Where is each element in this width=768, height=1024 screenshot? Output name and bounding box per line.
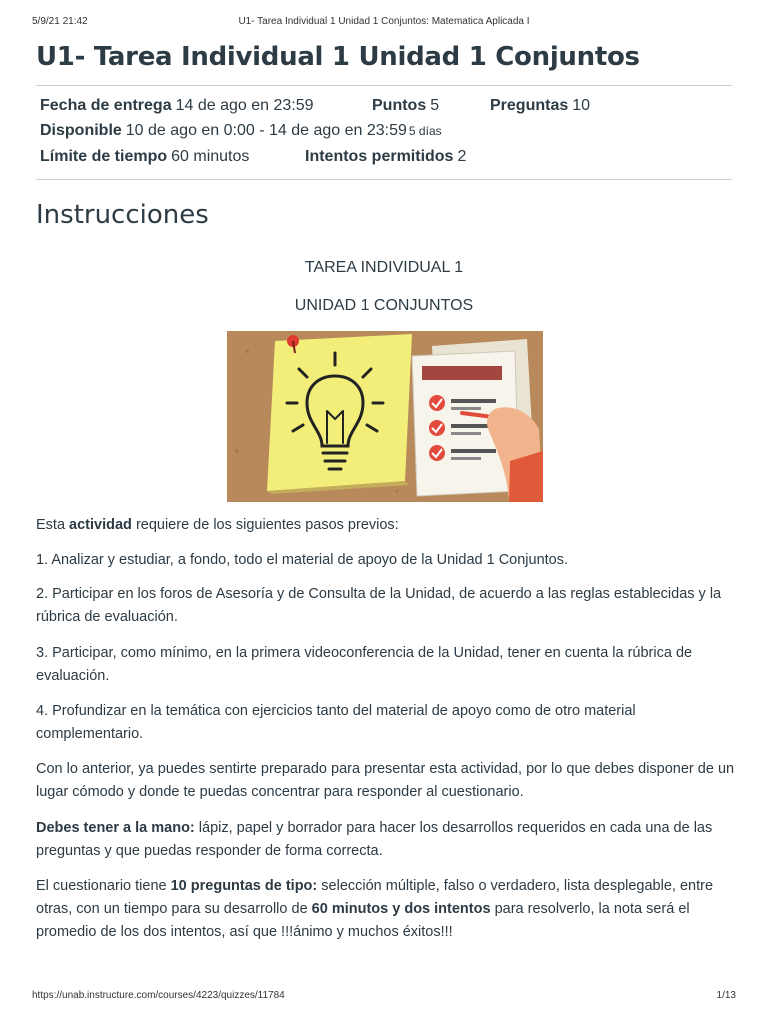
checklist-header — [422, 366, 502, 380]
puntos-value: 5 — [430, 97, 440, 114]
page-number: 1/13 — [716, 990, 736, 1001]
page-title: U1- Tarea Individual 1 Unidad 1 Conjuntos — [36, 42, 640, 72]
disponible — [40, 122, 442, 140]
task-title: TAREA INDIVIDUAL 1 — [304, 259, 464, 276]
divider — [36, 85, 732, 86]
quiz-pre: El cuestionario tiene — [36, 878, 167, 894]
quiz-bold-2: 60 minutos y dos intentos — [311, 901, 491, 917]
disponible-days: 5 días — [408, 124, 442, 138]
tools-bold: Debes tener a la mano: — [36, 820, 195, 836]
check-icon — [429, 445, 445, 461]
print-header — [32, 16, 736, 30]
limite-label: Límite de tiempo — [40, 148, 168, 165]
intentos-label: Intentos permitidos — [305, 148, 454, 165]
fecha-label: Fecha de entrega — [40, 97, 172, 114]
check-icon — [429, 395, 445, 411]
prep-paragraph: Con lo anterior, ya puedes sentirte preparado para presentar esta actividad, por lo que debes disponer de un lugar cómodo y donde te puedas concentrar para responder al cuestionario. — [36, 761, 735, 800]
divider — [36, 179, 732, 180]
puntos — [372, 97, 439, 115]
intro-bold: actividad — [69, 517, 132, 533]
preguntas — [490, 97, 590, 115]
quiz-mid: selección múltiple, falso o verdadero, lista desplegable, entre otras, con un tiempo para su desarrollo de — [36, 878, 714, 917]
quiz-paragraph — [36, 875, 736, 944]
fecha-value: 14 de ago en 23:59 — [175, 97, 314, 114]
footer-url: https://unab.instructure.com/courses/4223/quizzes/11784 — [32, 990, 285, 1001]
disponible-value: 10 de ago en 0:00 - 14 de ago en 23:59 — [125, 122, 407, 139]
unit-title: UNIDAD 1 CONJUNTOS — [294, 297, 474, 314]
preguntas-label: Preguntas — [490, 97, 569, 114]
step-4: 4. Profundizar en la temática con ejercicios tanto del material de apoyo como de otro material complementario. — [36, 703, 636, 742]
print-date: 5/9/21 21:42 — [32, 16, 88, 27]
limite-value: 60 minutos — [171, 148, 250, 165]
puntos-label: Puntos — [372, 97, 427, 114]
quiz-post: para resolverlo, la nota será el promedio de los dos intentos, así que !!!ánimo y muchos éxitos!!! — [36, 901, 690, 940]
print-title: U1- Tarea Individual 1 Unidad 1 Conjuntos: Matematica Aplicada I — [238, 16, 530, 27]
step-2: 2. Participar en los foros de Asesoría y de Consulta de la Unidad, de acuerdo a las reglas establecidas y la rúbrica de evaluación. — [36, 586, 722, 625]
meta-row-1 — [40, 97, 314, 115]
tools-post: lápiz, papel y borrador para hacer los desarrollos requeridos en cada una de las preguntas y que puedas responder de forma correcta. — [36, 820, 713, 859]
assignment-illustration — [227, 331, 543, 502]
tools-paragraph — [36, 817, 736, 863]
disponible-label: Disponible — [40, 122, 122, 139]
intentos — [305, 148, 466, 166]
quiz-bold-1: 10 preguntas de tipo: — [170, 878, 318, 894]
print-footer — [32, 990, 736, 1004]
instructions-heading: Instrucciones — [36, 200, 209, 230]
intro-paragraph — [36, 514, 736, 537]
step-3: 3. Participar, como mínimo, en la primera videoconferencia de la Unidad, tener en cuenta la rúbrica de evaluación. — [36, 645, 693, 684]
check-icon — [429, 420, 445, 436]
limite — [40, 148, 249, 166]
intentos-value: 2 — [457, 148, 467, 165]
intro-post: requiere de los siguientes pasos previos: — [135, 517, 399, 533]
step-1: 1. Analizar y estudiar, a fondo, todo el material de apoyo de la Unidad 1 Conjuntos. — [36, 552, 569, 568]
intro-pre: Esta — [36, 517, 66, 533]
preguntas-value: 10 — [572, 97, 591, 114]
